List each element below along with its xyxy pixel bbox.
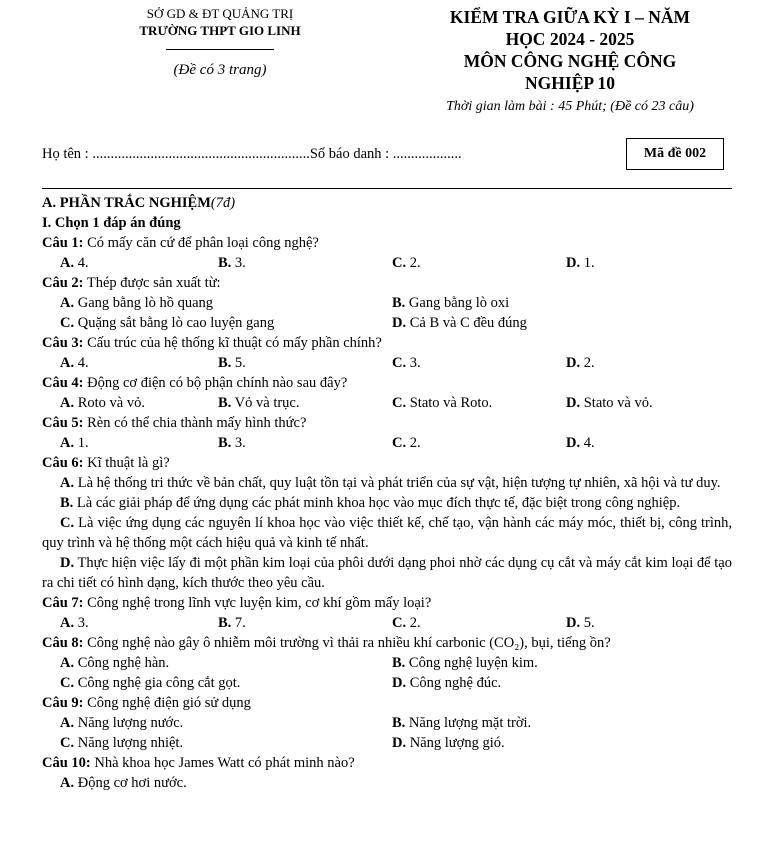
option-letter: A. bbox=[60, 775, 75, 791]
option-text: Gang bằng lò hồ quang bbox=[74, 295, 214, 311]
question-number: Câu 6: bbox=[42, 455, 84, 471]
option-text: Năng lượng gió. bbox=[406, 735, 505, 751]
exam-code-box: Mã đề 002 bbox=[626, 138, 724, 170]
option-text: 4. bbox=[74, 355, 89, 371]
option-letter: A. bbox=[60, 475, 75, 491]
answer-option bbox=[60, 313, 274, 333]
question-text: Công nghệ điện gió sử dụng bbox=[83, 695, 251, 711]
answer-option bbox=[218, 393, 300, 413]
option-text: Roto và vỏ. bbox=[74, 395, 145, 411]
option-letter: C. bbox=[392, 355, 407, 371]
answer-option bbox=[218, 253, 246, 273]
answer-option bbox=[566, 613, 595, 633]
option-letter: D. bbox=[566, 395, 581, 411]
section-a-title bbox=[42, 193, 732, 213]
answer-option bbox=[60, 713, 183, 733]
option-text: 2. bbox=[406, 615, 421, 631]
options-row bbox=[42, 673, 732, 693]
option-text: Stato và vỏ. bbox=[580, 395, 653, 411]
question-item bbox=[42, 633, 732, 693]
question-item bbox=[42, 333, 732, 373]
option-letter: B. bbox=[60, 495, 74, 511]
options-row bbox=[42, 713, 732, 733]
option-letter: B. bbox=[218, 355, 232, 371]
question-text: Có mấy căn cứ để phân loại công nghệ? bbox=[83, 235, 319, 251]
question-stem bbox=[42, 693, 732, 713]
option-text: 4. bbox=[74, 255, 89, 271]
answer-option bbox=[392, 253, 421, 273]
question-item bbox=[42, 233, 732, 273]
answer-option bbox=[392, 293, 509, 313]
answer-option bbox=[60, 653, 169, 673]
option-text: Là các giải pháp để ứng dụng các phát minh khoa học vào mục đích thực tế, đặc biệt trong công nghiệp. bbox=[73, 495, 681, 511]
question-text: Động cơ điện có bộ phận chính nào sau đây? bbox=[83, 375, 348, 391]
option-letter: B. bbox=[218, 615, 232, 631]
exam-title-line-2: HỌC 2024 - 2025 bbox=[505, 29, 635, 49]
option-letter: B. bbox=[392, 295, 406, 311]
answer-option bbox=[392, 673, 501, 693]
option-letter: C. bbox=[392, 615, 407, 631]
answer-option bbox=[60, 773, 187, 793]
question-text: Công nghệ nào gây ô nhiễm môi trường vì thải ra nhiều khí carbonic (CO₂), bụi, tiếng ồn? bbox=[83, 635, 611, 651]
option-letter: B. bbox=[392, 655, 406, 671]
option-letter: C. bbox=[60, 735, 75, 751]
option-text: Năng lượng nước. bbox=[74, 715, 184, 731]
question-text: Nhà khoa học James Watt có phát minh nào? bbox=[90, 755, 355, 771]
options-row bbox=[42, 293, 732, 313]
header-right bbox=[400, 6, 740, 116]
question-number: Câu 9: bbox=[42, 695, 84, 711]
question-item bbox=[42, 593, 732, 633]
question-number: Câu 5: bbox=[42, 415, 84, 431]
option-text: 3. bbox=[231, 435, 246, 451]
answer-option bbox=[60, 293, 213, 313]
answer-option bbox=[60, 353, 89, 373]
answer-option bbox=[392, 353, 421, 373]
option-text: 7. bbox=[231, 615, 246, 631]
options-row bbox=[42, 313, 732, 333]
question-number: Câu 2: bbox=[42, 275, 84, 291]
student-info-line: Họ tên : ............................................................Số báo danh : ................... bbox=[42, 146, 462, 162]
options-row bbox=[42, 613, 732, 633]
question-text: Rèn có thể chia thành mấy hình thức? bbox=[83, 415, 307, 431]
option-text: 2. bbox=[406, 435, 421, 451]
question-stem bbox=[42, 753, 732, 773]
option-letter: D. bbox=[566, 355, 581, 371]
option-letter: B. bbox=[218, 255, 232, 271]
options-row bbox=[42, 773, 732, 793]
option-letter: B. bbox=[392, 715, 406, 731]
option-letter: C. bbox=[60, 515, 75, 531]
option-letter: A. bbox=[60, 715, 75, 731]
section-a-label: A. PHẦN TRẮC NGHIỆM bbox=[42, 195, 211, 211]
question-stem bbox=[42, 413, 732, 433]
option-text: 4. bbox=[580, 435, 595, 451]
header-rule bbox=[42, 188, 732, 189]
option-letter: D. bbox=[392, 675, 407, 691]
answer-option bbox=[566, 353, 595, 373]
answer-option bbox=[566, 393, 653, 413]
option-letter: A. bbox=[60, 435, 75, 451]
answer-option-long bbox=[42, 513, 732, 553]
question-number: Câu 8: bbox=[42, 635, 84, 651]
question-item bbox=[42, 753, 732, 793]
question-stem bbox=[42, 333, 732, 353]
answer-option bbox=[218, 353, 246, 373]
subject-line-1: MÔN CÔNG NGHỆ CÔNG bbox=[463, 51, 677, 71]
option-text: Quặng sắt bằng lò cao luyện gang bbox=[74, 315, 275, 331]
question-number: Câu 4: bbox=[42, 375, 84, 391]
option-letter: B. bbox=[218, 395, 232, 411]
section-a-points: (7đ) bbox=[210, 195, 236, 211]
options-row bbox=[42, 653, 732, 673]
answer-option bbox=[392, 313, 527, 333]
question-item bbox=[42, 453, 732, 593]
option-letter: D. bbox=[566, 615, 581, 631]
question-item bbox=[42, 373, 732, 413]
subject-line-2: NGHIỆP 10 bbox=[525, 73, 615, 93]
question-text: Công nghệ trong lĩnh vực luyện kim, cơ khí gồm mấy loại? bbox=[83, 595, 432, 611]
question-number: Câu 3: bbox=[42, 335, 84, 351]
answer-option bbox=[566, 433, 595, 453]
option-text: 5. bbox=[231, 355, 246, 371]
option-text: Vỏ và trục. bbox=[231, 395, 300, 411]
option-text: Cả B và C đều đúng bbox=[406, 315, 527, 331]
option-text: 3. bbox=[74, 615, 89, 631]
pages-note: (Đề có 3 trang) bbox=[173, 62, 267, 78]
question-item bbox=[42, 273, 732, 333]
answer-option bbox=[566, 253, 595, 273]
option-text: Là việc ứng dụng các nguyên lí khoa học vào việc thiết kế, chế tạo, vận hành các máy móc, thiết bị, công trình, quy trình và hệ thống một cách hiệu quả và kinh tế nhất. bbox=[42, 515, 732, 551]
option-text: 5. bbox=[580, 615, 595, 631]
option-text: Động cơ hơi nước. bbox=[74, 775, 187, 791]
answer-option bbox=[60, 393, 145, 413]
question-list bbox=[42, 233, 732, 793]
header-left bbox=[90, 6, 350, 79]
option-text: Thực hiện việc lấy đi một phần kim loại của phôi dưới dạng phoi nhờ các dụng cụ cắt và máy cắt kim loại để tạo ra chi tiết có hình dạng, kích thước theo yêu cầu. bbox=[42, 555, 732, 591]
options-row bbox=[42, 733, 732, 753]
option-letter: A. bbox=[60, 615, 75, 631]
answer-option bbox=[392, 613, 421, 633]
answer-option bbox=[392, 433, 421, 453]
option-letter: C. bbox=[60, 675, 75, 691]
option-text: Công nghệ gia công cắt gọt. bbox=[74, 675, 241, 691]
answer-option bbox=[60, 433, 89, 453]
answer-option bbox=[60, 673, 240, 693]
time-note: Thời gian làm bài : 45 Phút; (Đề có 23 câu) bbox=[446, 99, 694, 114]
option-text: Năng lượng nhiệt. bbox=[74, 735, 184, 751]
option-letter: B. bbox=[218, 435, 232, 451]
option-letter: A. bbox=[60, 355, 75, 371]
option-letter: C. bbox=[392, 435, 407, 451]
option-letter: D. bbox=[392, 735, 407, 751]
question-number: Câu 10: bbox=[42, 755, 91, 771]
option-letter: D. bbox=[392, 315, 407, 331]
question-stem bbox=[42, 273, 732, 293]
answer-option bbox=[60, 613, 89, 633]
answer-option-long bbox=[42, 493, 732, 513]
answer-option-long bbox=[42, 473, 732, 493]
options-row bbox=[42, 393, 732, 413]
school-name: TRƯỜNG THPT GIO LINH bbox=[139, 23, 301, 38]
option-text: 2. bbox=[406, 255, 421, 271]
option-text: 1. bbox=[580, 255, 595, 271]
question-stem bbox=[42, 593, 732, 613]
option-letter: A. bbox=[60, 655, 75, 671]
option-text: Công nghệ đúc. bbox=[406, 675, 502, 691]
option-text: Công nghệ hàn. bbox=[74, 655, 170, 671]
answer-option bbox=[392, 713, 531, 733]
option-text: 3. bbox=[231, 255, 246, 271]
option-letter: A. bbox=[60, 395, 75, 411]
question-item bbox=[42, 413, 732, 453]
option-text: Là hệ thống tri thức về bản chất, quy luật tồn tại và phát triển của sự vật, hiện tượng tự nhiên, xã hội và tư duy. bbox=[74, 475, 721, 491]
question-stem bbox=[42, 453, 732, 473]
question-text: Thép được sản xuất từ: bbox=[83, 275, 221, 291]
answer-option bbox=[218, 613, 246, 633]
option-letter: D. bbox=[566, 435, 581, 451]
question-number: Câu 1: bbox=[42, 235, 84, 251]
exam-content bbox=[42, 193, 732, 793]
option-letter: C. bbox=[392, 255, 407, 271]
answer-option-long bbox=[42, 553, 732, 593]
question-item bbox=[42, 693, 732, 753]
option-text: 2. bbox=[580, 355, 595, 371]
question-stem bbox=[42, 373, 732, 393]
option-text: Công nghệ luyện kim. bbox=[405, 655, 538, 671]
option-text: 1. bbox=[74, 435, 89, 451]
option-text: Gang bằng lò oxi bbox=[405, 295, 510, 311]
option-letter: C. bbox=[392, 395, 407, 411]
option-text: 3. bbox=[406, 355, 421, 371]
options-row bbox=[42, 353, 732, 373]
part-1-title: I. Chọn 1 đáp án đúng bbox=[42, 215, 181, 231]
answer-option bbox=[392, 653, 538, 673]
answer-option bbox=[392, 393, 492, 413]
answer-option bbox=[60, 253, 89, 273]
option-letter: D. bbox=[566, 255, 581, 271]
option-letter: A. bbox=[60, 255, 75, 271]
option-letter: A. bbox=[60, 295, 75, 311]
question-stem bbox=[42, 233, 732, 253]
question-text: Kĩ thuật là gì? bbox=[83, 455, 170, 471]
answer-option bbox=[60, 733, 183, 753]
question-stem bbox=[42, 633, 732, 653]
option-letter: D. bbox=[60, 555, 75, 571]
question-text: Cấu trúc của hệ thống kĩ thuật có mấy phần chính? bbox=[83, 335, 382, 351]
header-divider bbox=[166, 49, 274, 50]
option-letter: C. bbox=[60, 315, 75, 331]
question-number: Câu 7: bbox=[42, 595, 84, 611]
exam-title-line-1: KIỂM TRA GIỮA KỲ I – NĂM bbox=[449, 7, 691, 27]
answer-option bbox=[392, 733, 505, 753]
department-name: SỞ GD & ĐT QUẢNG TRỊ bbox=[146, 6, 294, 21]
options-row bbox=[42, 253, 732, 273]
options-row bbox=[42, 433, 732, 453]
option-text: Stato và Roto. bbox=[406, 395, 493, 411]
answer-option bbox=[218, 433, 246, 453]
option-text: Năng lượng mặt trời. bbox=[405, 715, 532, 731]
